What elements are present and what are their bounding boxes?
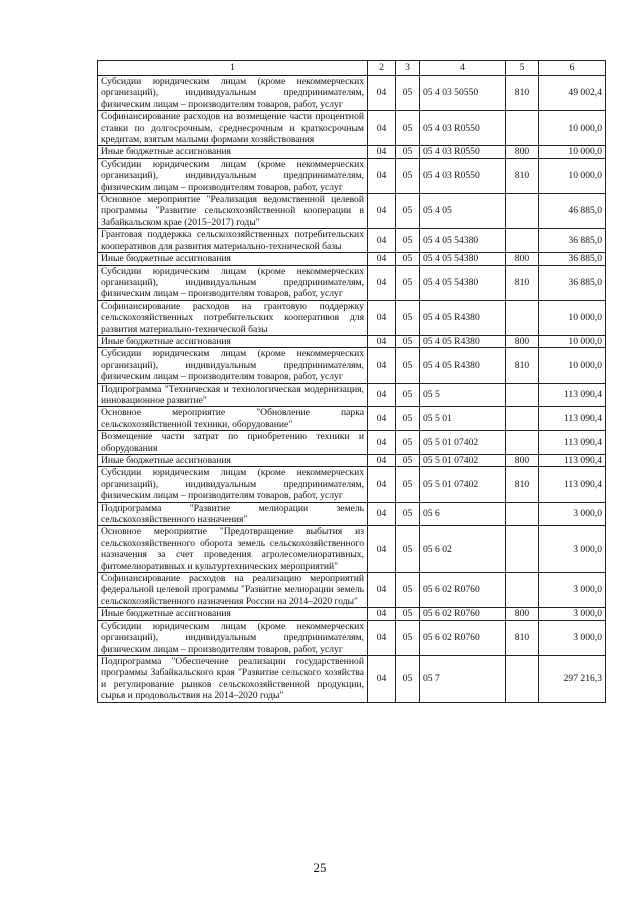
cell-name: Подпрограмма "Техническая и технологическая модернизация, инновационное развитие" — [98, 383, 368, 407]
cell-subsection: 05 — [396, 76, 420, 111]
cell-expense-type: 800 — [506, 608, 539, 620]
cell-subsection: 05 — [396, 158, 420, 193]
table-row — [98, 194, 606, 229]
cell-amount: 49 002,4 — [539, 76, 606, 111]
cell-section: 04 — [368, 608, 396, 620]
cell-name: Софинансирование расходов на реализацию мероприятий федеральной целевой программы "Развитие мелиорации земель сельскохозяйственного назначения России на 2014–2020 годы" — [98, 573, 368, 608]
cell-amount: 3 000,0 — [539, 573, 606, 608]
table-row — [98, 158, 606, 193]
cell-target-article: 05 6 — [420, 502, 506, 526]
cell-section: 04 — [368, 229, 396, 253]
cell-target-article: 05 4 03 R0550 — [420, 146, 506, 158]
cell-name: Иные бюджетные ассигнования — [98, 608, 368, 620]
cell-section: 04 — [368, 467, 396, 502]
cell-section: 04 — [368, 194, 396, 229]
cell-name: Субсидии юридическим лицам (кроме некоммерческих организаций), индивидуальным предпринимателям, физическим лицам – производителям товаров, работ, услуг — [98, 265, 368, 300]
cell-expense-type — [506, 502, 539, 526]
header-col-1: 1 — [98, 61, 368, 76]
cell-target-article: 05 4 05 54380 — [420, 265, 506, 300]
header-col-3: 3 — [396, 61, 420, 76]
cell-section: 04 — [368, 431, 396, 455]
cell-amount: 3 000,0 — [539, 620, 606, 655]
cell-name: Субсидии юридическим лицам (кроме некоммерческих организаций), индивидуальным предпринимателям, физическим лицам – производителям товаров, работ, услуг — [98, 348, 368, 383]
cell-name: Субсидии юридическим лицам (кроме некоммерческих организаций), индивидуальным предпринимателям, физическим лицам – производителям товаров, работ, услуг — [98, 158, 368, 193]
table-row — [98, 502, 606, 526]
cell-expense-type — [506, 229, 539, 253]
cell-expense-type: 800 — [506, 335, 539, 347]
cell-amount: 36 885,0 — [539, 265, 606, 300]
table-row — [98, 620, 606, 655]
header-col-2: 2 — [368, 61, 396, 76]
cell-target-article: 05 4 05 R4380 — [420, 335, 506, 347]
cell-expense-type — [506, 655, 539, 702]
cell-amount: 3 000,0 — [539, 502, 606, 526]
cell-expense-type: 810 — [506, 76, 539, 111]
cell-target-article: 05 5 01 07402 — [420, 431, 506, 455]
cell-section: 04 — [368, 300, 396, 335]
cell-amount: 36 885,0 — [539, 229, 606, 253]
table-row — [98, 76, 606, 111]
cell-expense-type: 800 — [506, 253, 539, 265]
cell-expense-type — [506, 194, 539, 229]
table-body — [98, 76, 606, 703]
table-row — [98, 146, 606, 158]
cell-subsection: 05 — [396, 335, 420, 347]
cell-subsection: 05 — [396, 407, 420, 431]
cell-subsection: 05 — [396, 300, 420, 335]
cell-section: 04 — [368, 455, 396, 467]
cell-subsection: 05 — [396, 111, 420, 146]
cell-subsection: 05 — [396, 253, 420, 265]
cell-name: Иные бюджетные ассигнования — [98, 335, 368, 347]
cell-name: Софинансирование расходов на возмещение части процентной ставки по долгосрочным, среднесрочным и краткосрочным кредитам, взятым малыми формами хозяйствования — [98, 111, 368, 146]
cell-expense-type — [506, 383, 539, 407]
cell-subsection: 05 — [396, 146, 420, 158]
cell-subsection: 05 — [396, 502, 420, 526]
cell-target-article: 05 4 05 — [420, 194, 506, 229]
cell-name: Грантовая поддержка сельскохозяйственных потребительских кооперативов для развития материально-технической базы — [98, 229, 368, 253]
table-row — [98, 300, 606, 335]
cell-name: Подпрограмма "Развитие мелиорации земель сельскохозяйственного назначения" — [98, 502, 368, 526]
cell-amount: 3 000,0 — [539, 608, 606, 620]
cell-section: 04 — [368, 265, 396, 300]
cell-amount: 10 000,0 — [539, 335, 606, 347]
header-col-4: 4 — [420, 61, 506, 76]
cell-subsection: 05 — [396, 194, 420, 229]
cell-amount: 113 090,4 — [539, 407, 606, 431]
cell-amount: 113 090,4 — [539, 455, 606, 467]
cell-amount: 10 000,0 — [539, 300, 606, 335]
cell-section: 04 — [368, 335, 396, 347]
cell-target-article: 05 4 03 R0550 — [420, 158, 506, 193]
cell-expense-type — [506, 526, 539, 573]
cell-name: Субсидии юридическим лицам (кроме некоммерческих организаций), индивидуальным предпринимателям, физическим лицам – производителям товаров, работ, услуг — [98, 620, 368, 655]
cell-subsection: 05 — [396, 229, 420, 253]
cell-expense-type — [506, 407, 539, 431]
cell-target-article: 05 4 05 54380 — [420, 229, 506, 253]
cell-name: Субсидии юридическим лицам (кроме некоммерческих организаций), индивидуальным предпринимателям, физическим лицам – производителям товаров, работ, услуг — [98, 76, 368, 111]
cell-subsection: 05 — [396, 455, 420, 467]
cell-subsection: 05 — [396, 431, 420, 455]
table-row — [98, 655, 606, 702]
cell-subsection: 05 — [396, 620, 420, 655]
budget-table — [97, 60, 606, 703]
table-row — [98, 111, 606, 146]
cell-target-article: 05 5 — [420, 383, 506, 407]
cell-target-article: 05 4 05 R4380 — [420, 300, 506, 335]
cell-target-article: 05 5 01 — [420, 407, 506, 431]
cell-expense-type — [506, 111, 539, 146]
cell-section: 04 — [368, 146, 396, 158]
cell-expense-type — [506, 300, 539, 335]
cell-name: Иные бюджетные ассигнования — [98, 253, 368, 265]
cell-subsection: 05 — [396, 655, 420, 702]
cell-target-article: 05 6 02 R0760 — [420, 573, 506, 608]
page-number: 25 — [313, 860, 327, 875]
cell-name: Возмещение части затрат по приобретению техники и оборудования — [98, 431, 368, 455]
cell-name: Иные бюджетные ассигнования — [98, 146, 368, 158]
cell-section: 04 — [368, 655, 396, 702]
cell-expense-type: 800 — [506, 455, 539, 467]
cell-target-article: 05 5 01 07402 — [420, 455, 506, 467]
cell-section: 04 — [368, 526, 396, 573]
cell-expense-type: 810 — [506, 158, 539, 193]
cell-section: 04 — [368, 620, 396, 655]
cell-section: 04 — [368, 573, 396, 608]
cell-target-article: 05 4 03 50550 — [420, 76, 506, 111]
cell-target-article: 05 4 05 54380 — [420, 253, 506, 265]
table-row — [98, 407, 606, 431]
cell-target-article: 05 7 — [420, 655, 506, 702]
table-row — [98, 467, 606, 502]
cell-expense-type: 810 — [506, 620, 539, 655]
cell-target-article: 05 6 02 R0760 — [420, 620, 506, 655]
cell-subsection: 05 — [396, 348, 420, 383]
cell-expense-type — [506, 573, 539, 608]
cell-subsection: 05 — [396, 467, 420, 502]
cell-amount: 10 000,0 — [539, 158, 606, 193]
cell-target-article: 05 4 05 R4380 — [420, 348, 506, 383]
table-row — [98, 573, 606, 608]
cell-target-article: 05 6 02 — [420, 526, 506, 573]
cell-name: Софинансирование расходов на грантовую поддержку сельскохозяйственных потребительских кооперативов для развития материально-технической базы — [98, 300, 368, 335]
table-row — [98, 335, 606, 347]
table-row — [98, 608, 606, 620]
cell-section: 04 — [368, 76, 396, 111]
cell-section: 04 — [368, 158, 396, 193]
cell-name: Подпрограмма "Обеспечение реализации государственной программы Забайкальского края "Развитие сельского хозяйства и регулирование рынков сельскохозяйственной продукции, сырья и продовольствия на 2014–2020 годы" — [98, 655, 368, 702]
table-row — [98, 265, 606, 300]
table-row — [98, 348, 606, 383]
table-row — [98, 253, 606, 265]
cell-expense-type: 800 — [506, 146, 539, 158]
table-row — [98, 431, 606, 455]
cell-section: 04 — [368, 253, 396, 265]
cell-subsection: 05 — [396, 608, 420, 620]
cell-target-article: 05 6 02 R0760 — [420, 608, 506, 620]
cell-amount: 10 000,0 — [539, 111, 606, 146]
cell-amount: 3 000,0 — [539, 526, 606, 573]
cell-name: Основное мероприятие "Обновление парка сельскохозяйственной техники, оборудование" — [98, 407, 368, 431]
table-row — [98, 229, 606, 253]
header-col-5: 5 — [506, 61, 539, 76]
table-row — [98, 455, 606, 467]
cell-amount: 113 090,4 — [539, 383, 606, 407]
cell-subsection: 05 — [396, 383, 420, 407]
table-row — [98, 526, 606, 573]
cell-expense-type — [506, 431, 539, 455]
cell-amount: 46 885,0 — [539, 194, 606, 229]
table-header-row — [98, 61, 606, 76]
cell-section: 04 — [368, 502, 396, 526]
cell-section: 04 — [368, 111, 396, 146]
cell-section: 04 — [368, 407, 396, 431]
cell-name: Субсидии юридическим лицам (кроме некоммерческих организаций), индивидуальным предпринимателям, физическим лицам – производителям товаров, работ, услуг — [98, 467, 368, 502]
cell-amount: 36 885,0 — [539, 253, 606, 265]
cell-name: Иные бюджетные ассигнования — [98, 455, 368, 467]
cell-amount: 113 090,4 — [539, 467, 606, 502]
cell-subsection: 05 — [396, 573, 420, 608]
table-row — [98, 383, 606, 407]
header-col-6: 6 — [539, 61, 606, 76]
cell-subsection: 05 — [396, 265, 420, 300]
cell-expense-type: 810 — [506, 467, 539, 502]
cell-section: 04 — [368, 383, 396, 407]
cell-subsection: 05 — [396, 526, 420, 573]
cell-name: Основное мероприятие "Реализация ведомственной целевой программы "Развитие сельскохозяйственной кооперации в Забайкальском крае (2015–2017) годы" — [98, 194, 368, 229]
cell-expense-type: 810 — [506, 265, 539, 300]
cell-amount: 297 216,3 — [539, 655, 606, 702]
cell-section: 04 — [368, 348, 396, 383]
cell-target-article: 05 4 03 R0550 — [420, 111, 506, 146]
cell-amount: 10 000,0 — [539, 348, 606, 383]
cell-target-article: 05 5 01 07402 — [420, 467, 506, 502]
cell-expense-type: 810 — [506, 348, 539, 383]
cell-amount: 113 090,4 — [539, 431, 606, 455]
cell-amount: 10 000,0 — [539, 146, 606, 158]
cell-name: Основное мероприятие "Предотвращение выбытия из сельскохозяйственного оборота земель сельскохозяйственного назначения за счет проведения агролесомелиоративных, фитомелиоративных и культуртехнических мероприятий" — [98, 526, 368, 573]
